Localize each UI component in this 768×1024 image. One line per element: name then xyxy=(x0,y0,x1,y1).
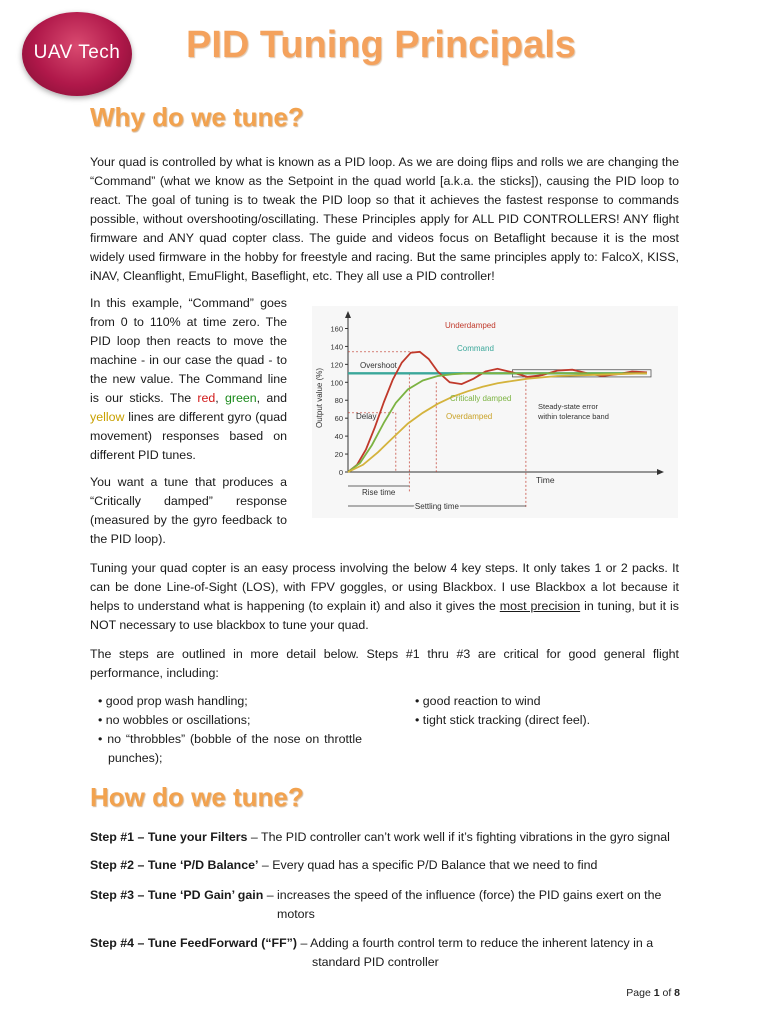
y-tick-label: 0 xyxy=(338,468,343,477)
y-tick-label: 120 xyxy=(330,360,343,370)
uav-tech-logo xyxy=(22,12,132,96)
tuning-text-2: in tuning, but it is NOT necessary to use blackbox to tune your quad. xyxy=(90,599,679,632)
step-4 xyxy=(90,934,679,953)
step-3 xyxy=(90,886,679,905)
critically-damped-paragraph: You want a tune that produces a “Critically damped” response (measured by the gyro feedback to the PID loop). xyxy=(90,475,287,546)
tuning-text-1: Tuning your quad copter is an easy process involving the below 4 key steps. It only takes 1 or 2 packs. It can be done Line-of-Sight (LOS), with FPV goggles, or using Blackbox. I use Blackbox a lot because it helps to understand what is happening (to explain it) and also it gives the xyxy=(90,561,679,613)
step-2 xyxy=(90,856,679,875)
step-2-label: Step #2 – Tune ‘P/D Balance’ xyxy=(90,858,259,872)
y-tick-label: 60 xyxy=(334,414,343,424)
intro-paragraph: Your quad is controlled by what is known as a PID loop. As we are doing flips and rolls we are changing the “Command” (what we know as the Setpoint in the quad world [a.k.a. the sticks]), causing the PID loop to react. The goal of tuning is to tweak the PID loop so that it achieves the fastest response to commands possible, without overshooting/oscillating. These Principles apply for ALL PID CONTROLLERS! ANY flight firmware and ANY quad copter class. The guide and videos focus on Betaflight because it is the most widely used firmware in the hobby for freestyle and racing. But the same principles apply to: FalcoX, KISS, iNAV, Cleanflight, EmuFlight, Baseflight, etc. They all use a PID controller! xyxy=(90,155,679,283)
overdamped-label: Overdamped xyxy=(446,412,493,421)
y-tick-label: 80 xyxy=(334,396,343,406)
footer-page-num: 1 xyxy=(653,987,660,999)
critically-damped-label: Critically damped xyxy=(450,394,512,403)
steady-state-label-2: within tolerance band xyxy=(538,412,609,421)
example-paragraph xyxy=(90,294,287,465)
comma-text: , xyxy=(215,391,225,405)
step-4-desc: – Adding a fourth control term to reduce the inherent latency in a xyxy=(297,936,654,950)
overshoot-label: Overshoot xyxy=(360,361,397,370)
bullet-item: • good prop wash handling; xyxy=(98,694,248,708)
example-text-2: lines are different gyro (quad movement) responses based on different PID tunes. xyxy=(90,410,287,462)
footer-page-prefix: Page xyxy=(626,987,654,999)
y-axis-label: Output value (%) xyxy=(315,367,324,429)
rise-time-label: Rise time xyxy=(361,488,396,497)
command-label: Command xyxy=(457,344,494,353)
step-4-label: Step #4 – Tune FeedForward (“FF”) xyxy=(90,936,297,950)
bullet-list-right xyxy=(415,692,675,730)
steps-outline-paragraph: The steps are outlined in more detail below. Steps #1 thru #3 are critical for good general flight performance, including: xyxy=(90,647,679,680)
step-4-continuation: standard PID controller xyxy=(312,955,439,969)
and-text: , and xyxy=(256,391,288,405)
chart-svg xyxy=(312,306,678,518)
step-1-label: Step #1 – Tune your Filters xyxy=(90,830,248,844)
settling-time-label: Settling time xyxy=(414,502,459,511)
step-1 xyxy=(90,828,679,847)
footer-of: of xyxy=(659,987,675,999)
y-tick-label: 100 xyxy=(330,378,343,388)
footer-page-total: 8 xyxy=(674,987,680,999)
step-3-label: Step #3 – Tune ‘PD Gain’ gain xyxy=(90,888,264,902)
section-heading-how: How do we tune? xyxy=(90,782,304,812)
tuning-paragraph xyxy=(90,559,679,635)
logo-text: UAV Tech xyxy=(33,42,121,63)
step-3-desc: – increases the speed of the influence (force) the PID gains exert on the xyxy=(263,888,662,902)
green-word: green xyxy=(224,391,257,405)
page-title: PID Tuning Principals xyxy=(186,24,576,66)
y-tick-label: 140 xyxy=(330,342,343,352)
red-word: red xyxy=(197,391,216,405)
step-1-desc: – The PID controller can’t work well if it’s fighting vibrations in the gyro signal xyxy=(247,830,670,844)
delay-label: Delay xyxy=(356,412,377,421)
x-axis-label: Time xyxy=(536,475,555,485)
underdamped-label: Underdamped xyxy=(445,321,496,330)
y-tick-label: 20 xyxy=(334,450,343,460)
page-footer xyxy=(626,987,680,999)
bullet-item: • tight stick tracking (direct feel). xyxy=(415,713,591,727)
bullet-item: • no wobbles or oscillations; xyxy=(98,713,251,727)
step-2-desc: – Every quad has a specific P/D Balance that we need to find xyxy=(258,858,598,872)
y-tick-label: 40 xyxy=(334,432,343,442)
section-heading-why: Why do we tune? xyxy=(90,102,304,132)
step-3-continuation: motors xyxy=(277,907,315,921)
bullet-item: • no “throbbles” (bobble of the nose on throttle punches); xyxy=(98,732,362,765)
yellow-word: yellow xyxy=(90,410,125,424)
pid-response-chart xyxy=(312,306,678,518)
bullet-item: • good reaction to wind xyxy=(415,694,541,708)
steady-state-label-1: Steady-state error xyxy=(538,402,599,411)
bullet-list-left xyxy=(98,692,362,768)
example-text-1: In this example, “Command” goes from 0 to 110% at time zero. The PID loop then reacts to move the machine - in our case the quad - to the new value. The Command line is our sticks. The xyxy=(90,296,287,405)
most-precision-text: most precision xyxy=(499,599,581,613)
y-tick-label: 160 xyxy=(330,324,343,334)
